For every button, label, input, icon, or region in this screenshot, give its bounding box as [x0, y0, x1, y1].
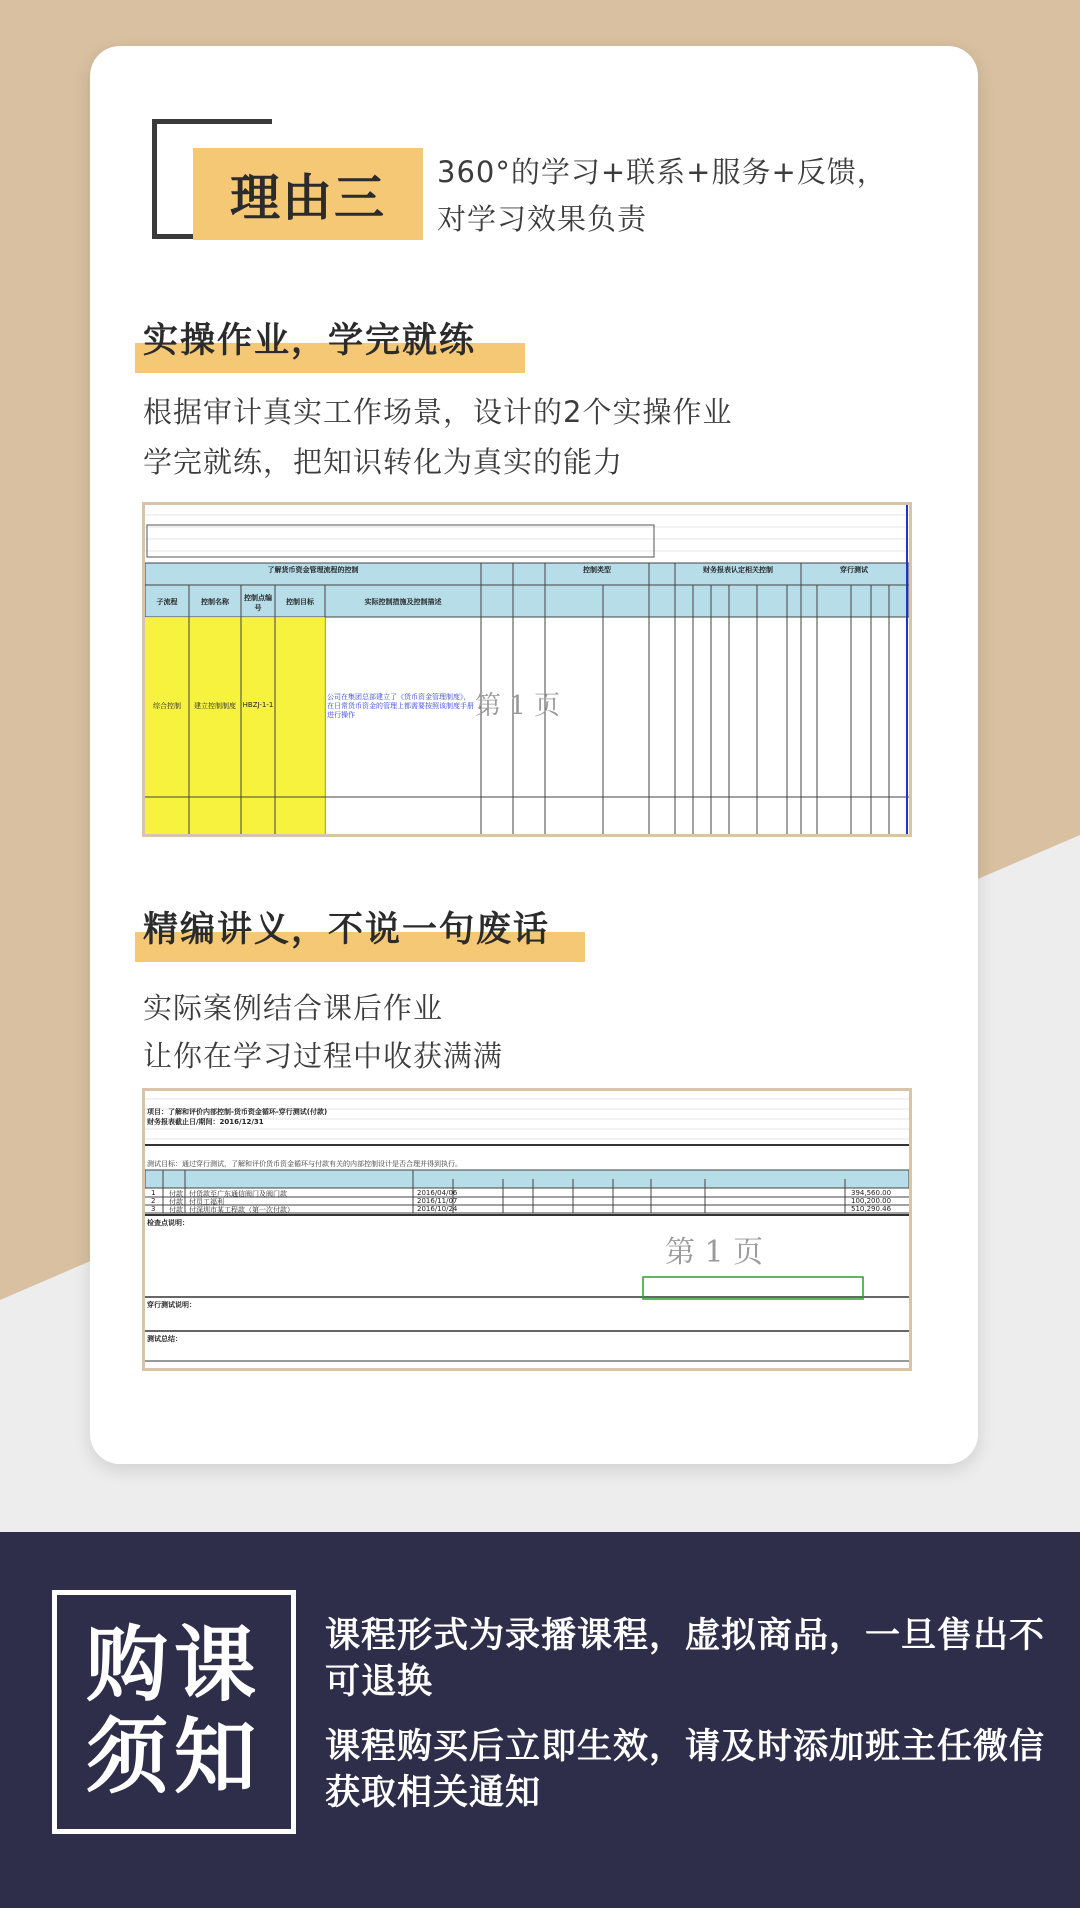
- sheet1-col-fin: 财务报表认定相关控制: [703, 566, 773, 574]
- sheet1-row-name: 建立控制制度: [194, 702, 236, 710]
- sheet2-row-amount: 510,290.46: [851, 1205, 892, 1213]
- sheet2-row-amount: 100,200.00: [851, 1197, 892, 1205]
- sheet2-row-date: 2016/04/06: [417, 1189, 458, 1197]
- sheet2-row-type: 付款: [169, 1206, 183, 1214]
- sheet1-col-walk: 穿行测试: [840, 566, 868, 574]
- sheet1-col-desc: 实际控制措施及控制描述: [364, 598, 442, 606]
- sheet2-title: 项目：了解和评价内部控制-货币资金循环-穿行测试(付款): [147, 1108, 328, 1116]
- sheet2-row-type: 付款: [169, 1190, 183, 1198]
- sheet2-check-title: 检查点说明：: [147, 1219, 189, 1227]
- sheet2-period: 财务报表截止日/期间：2016/12/31: [147, 1118, 264, 1126]
- section1-title: 实操作业，学完就练: [143, 321, 477, 361]
- sheet2-row-no: 3: [151, 1205, 156, 1213]
- section2-text-line2: 让你在学习过程中收获满满: [143, 1039, 504, 1073]
- sheet1-watermark: 第 1 页: [475, 691, 561, 721]
- sheet2-watermark: 第 1 页: [665, 1235, 764, 1270]
- sheet1-col-no: 控制点编号: [244, 594, 272, 612]
- spreadsheet-screenshot-1: [142, 502, 912, 837]
- notice-item-2: 课程购买后立即生效，请及时添加班主任微信获取相关通知: [325, 1727, 1046, 1813]
- sheet1-header-title: 了解货币资金管理流程的控制: [267, 566, 359, 574]
- purchase-notice-box: [52, 1590, 296, 1834]
- sheet1-row-no: HBZJ-1-1: [242, 701, 274, 709]
- sheet2-row-desc: 付员工福利: [189, 1198, 224, 1206]
- sheet2-row-no: 1: [151, 1189, 156, 1197]
- sheet1-col-goal: 控制目标: [286, 598, 314, 606]
- sheet2-row-amount: 394,560.00: [851, 1189, 892, 1197]
- sheet1-col-control-type: 控制类型: [583, 566, 611, 574]
- spreadsheet-2-graphic: [145, 1091, 909, 1368]
- sheet2-row-desc: 付货款至广东通信阀门及阀门款: [189, 1190, 287, 1198]
- reason-description-line1: 360°的学习+联系+服务+反馈，: [437, 155, 887, 189]
- sheet2-row-date: 2016/10/24: [417, 1205, 458, 1213]
- notice-box-line2: 须知: [85, 1710, 262, 1805]
- sheet1-row-desc: 公司在集团总部建立了《货币资金管理制度》，在日常货币资金的管理上都需要按照该制度手册进行操作: [327, 693, 474, 719]
- sheet2-row-date: 2016/11/07: [417, 1197, 458, 1205]
- sheet1-row-process: 综合控制: [153, 702, 181, 710]
- sheet2-row-desc: 付深圳市某工程款（第一次付款）: [189, 1206, 294, 1214]
- spreadsheet-1-graphic: [145, 505, 909, 834]
- section2-text-line1: 实际案例结合课后作业: [143, 991, 444, 1025]
- notice-item-1: 课程形式为录播课程，虚拟商品，一旦售出不可退换: [325, 1616, 1046, 1702]
- sheet2-walk-title: 穿行测试说明：: [147, 1301, 196, 1309]
- spreadsheet-screenshot-2: [142, 1088, 912, 1371]
- sheet2-conclusion-title: 测试总结：: [147, 1335, 182, 1343]
- sheet2-goal: 测试目标：通过穿行测试，了解和评价货币资金循环与付款有关的内部控制设计是否合理并得到执行。: [147, 1160, 462, 1168]
- sheet2-row-no: 2: [151, 1197, 156, 1205]
- reason-description-line2: 对学习效果负责: [437, 202, 648, 236]
- sheet1-col-process: 子流程: [156, 598, 178, 606]
- section1-text-line2: 学完就练，把知识转化为真实的能力: [143, 445, 624, 479]
- section1-text-line1: 根据审计真实工作场景，设计的2个实操作业: [143, 395, 733, 429]
- sheet2-row-type: 付款: [169, 1198, 183, 1206]
- section2-title: 精编讲义，不说一句废话: [143, 910, 551, 950]
- reason-badge: 理由三: [193, 148, 423, 240]
- sheet1-col-name: 控制名称: [201, 598, 229, 606]
- notice-box-line1: 购课: [85, 1618, 262, 1713]
